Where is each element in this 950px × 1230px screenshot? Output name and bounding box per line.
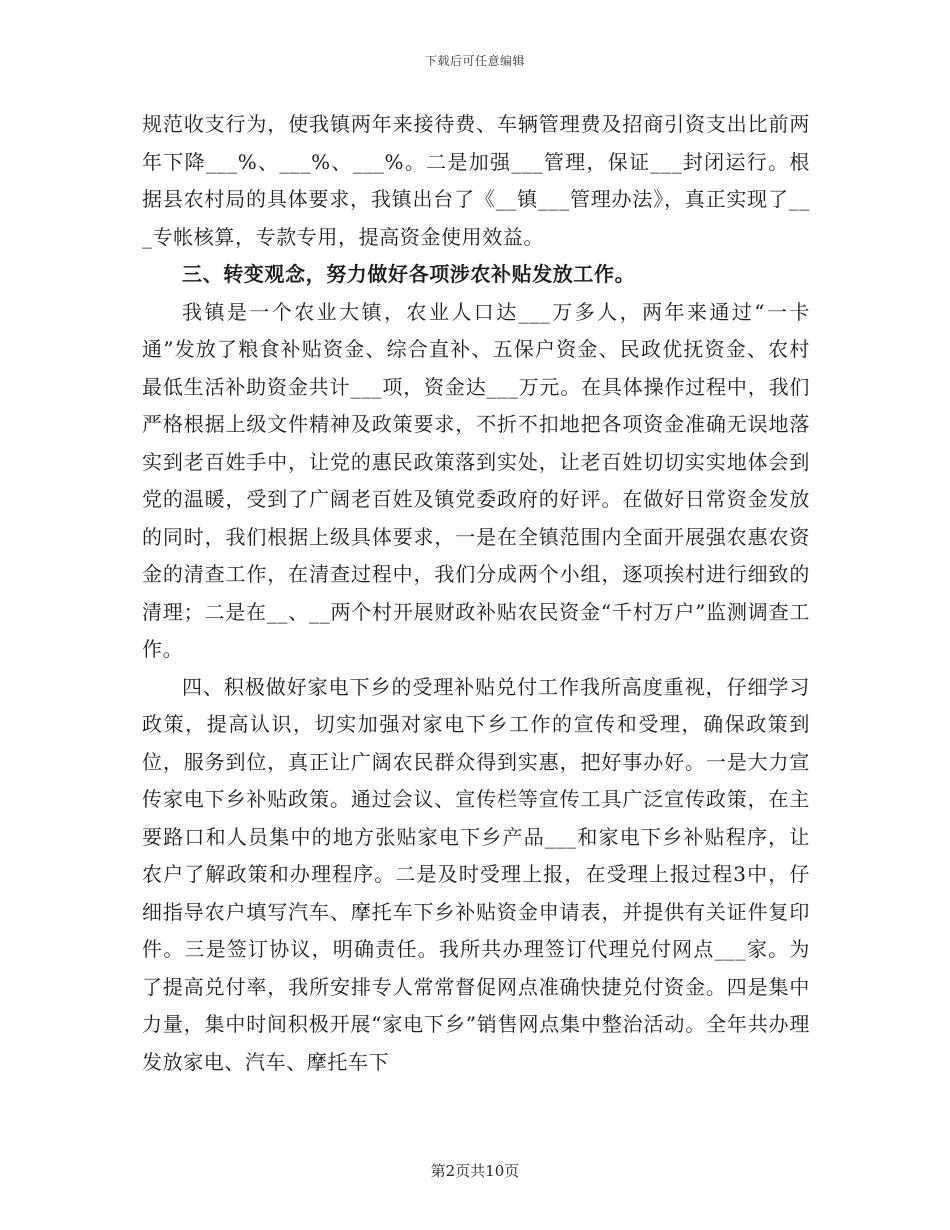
page-number: 第2页共10页 bbox=[430, 1162, 520, 1180]
paragraph-appliances-to-countryside: 四、积极做好家电下乡的受理补贴兑付工作我所高度重视，仔细学习政策，提高认识，切实加强对家电下乡工作的宣传和受理，确保政策到位，服务到位，真正让广阔农民群众得到实惠，把好事办好。一是大力宣传家电下乡补贴政策。通过会议、宣传栏等宣传工具广泛宣传政策，在主要路口和人员集中的地方张贴家电下乡产品___和家电下乡补贴程序，让农户了解政策和办理程序。二是及时受理上报，在受理上报过程3中，仔细指导农户填写汽车、摩托车下乡补贴资金申请表，并提供有关证件复印件。三是签订协议，明确责任。我所共办理签订代理兑付网点___家。为了提高兑付率，我所安排专人常常督促网点准确快捷兑付资金。四是集中力量，集中时间积极开展“家电下乡”销售网点集中整治活动。全年共办理发放家电、汽车、摩托车下 bbox=[142, 674, 810, 1074]
paragraph-continuation: 规范收支行为，使我镇两年来接待费、车辆管理费及招商引资支出比前两年下降___%、___%、___%。二是加强___管理，保证___封闭运行。根据县农村局的具体要求，我镇出台了《__镇___管理办法》，真正实现了___专帐核算，专款专用，提高资金使用效益。 bbox=[142, 112, 810, 249]
paragraph-subsidy-distribution: 我镇是一个农业大镇，农业人口达___万多人，两年来通过“一卡通”发放了粮食补贴资金、综合直补、五保户资金、民政优抚资金、农村最低生活补助资金共计___项，资金达___万元。在具体操作过程中，我们严格根据上级文件精神及政策要求，不折不扣地把各项资金准确无误地落实到老百姓手中，让党的惠民政策落到实处，让老百姓切切实实地体会到党的温暖，受到了广阔老百姓及镇党委政府的好评。在做好日常资金发放的同时，我们根据上级具体要求，一是在全镇范围内全面开展强农惠农资金的清查工作，在清查过程中，我们分成两个小组，逐项挨村进行细致的清理；二是在__、__两个村开展财政补贴农民资金“千村万户”监测调查工作。 bbox=[142, 299, 810, 661]
document-body bbox=[142, 106, 810, 1081]
section-heading-3: 三、转变观念，努力做好各项涉农补贴发放工作。 bbox=[182, 262, 636, 286]
page-header: 下载后可任意编辑 bbox=[424, 54, 525, 68]
